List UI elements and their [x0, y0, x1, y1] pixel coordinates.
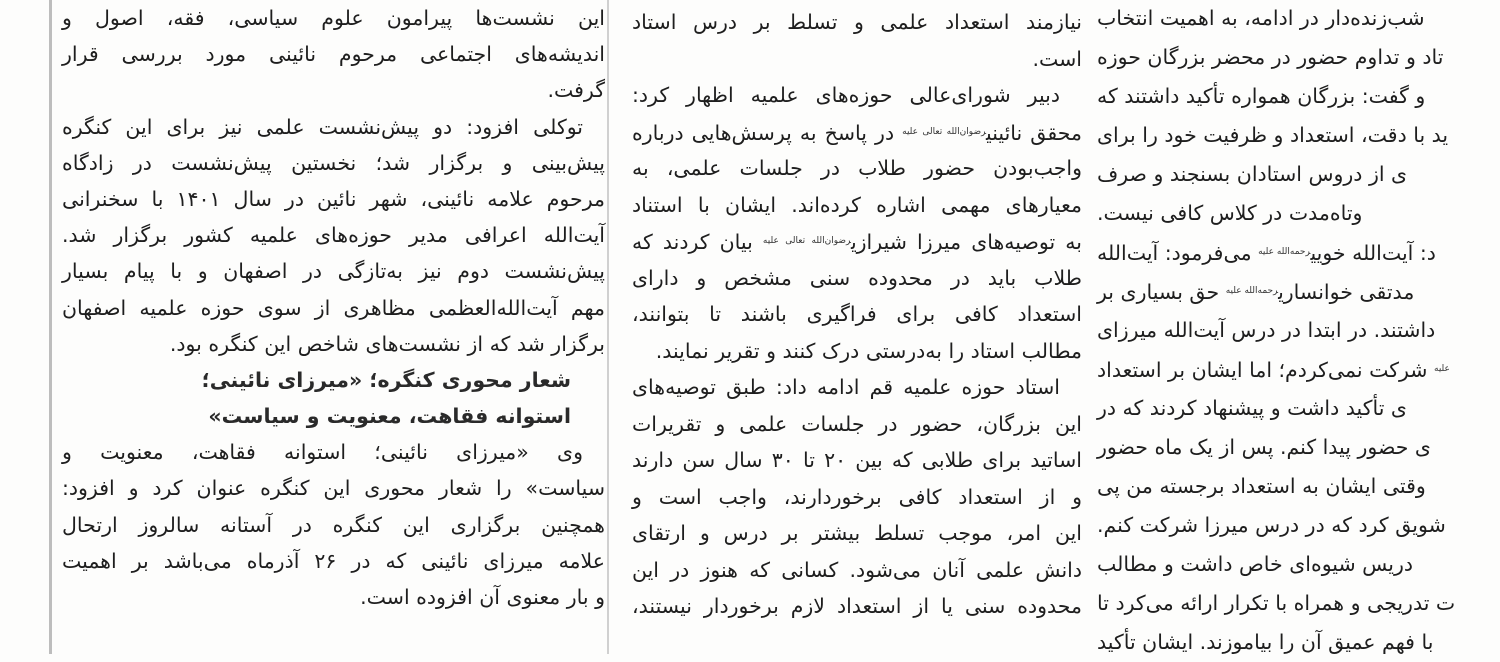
- paragraph-line: ی از دروس استادان بسنجند و صرف: [1097, 162, 1408, 186]
- paragraph-line: است.: [1032, 46, 1082, 71]
- paragraph-line: دانش علمی آنان می‌شود. کسانی که هنوز در این: [632, 557, 1082, 582]
- text-segment: د: آیت‌الله خویی: [1310, 241, 1436, 265]
- text-segment: در پاسخ به پرسش‌هایی درباره: [632, 120, 903, 145]
- paragraph-line: پیش‌نشست دوم نیز به‌تازگی در اصفهان و با پیام بسیار: [62, 259, 605, 284]
- paragraph-line: علامه میرزای نائینی که در ۲۶ آذرماه می‌باشد بر اهمیت: [62, 548, 606, 573]
- paragraph-line: استاد حوزه علمیه قم ادامه داد: طبق توصیه‌های: [632, 375, 1060, 399]
- paragraph-line: محدوده سنی یا از استعداد لازم برخوردار نیستند،: [632, 594, 1082, 618]
- paragraph-line: ی حضور پیدا کنم. پس از یک ماه حضور: [1097, 435, 1431, 459]
- text-segment: محقق نائینی: [986, 120, 1082, 145]
- paragraph-line: و بار معنوی آن افزوده است.: [360, 585, 605, 609]
- paragraph-line: وی «میرزای نائینی؛ استوانه فقاهت، معنویت و: [62, 440, 583, 465]
- paragraph-line: وقتی ایشان به استعداد برجسته من پی: [1097, 474, 1426, 498]
- text-segment: شرکت نمی‌کردم؛ اما ایشان بر استعداد: [1097, 358, 1434, 382]
- paragraph-line: [1097, 272, 1500, 311]
- honorific-mark: رضوان‌الله تعالی علیه: [762, 236, 851, 246]
- paragraph-line: پیش‌بینی و برگزار شد؛ نخستین پیش‌نشست در زادگاه: [62, 150, 605, 175]
- paragraph-line: این نشست‌ها پیرامون علوم سیاسی، فقه، اصول و: [62, 6, 605, 30]
- paragraph-line: اساتید برای طلابی که بین ۲۰ تا ۳۰ سال سن دارند: [632, 448, 1082, 472]
- paragraph-line: مطالب استاد را به‌درستی درک کنند و تقریر نمایند.: [655, 338, 1082, 363]
- paragraph-line: [1097, 350, 1500, 389]
- paragraph-line: و گفت: بزرگان همواره تأکید داشتند که: [1097, 84, 1426, 108]
- paragraph-line: استعداد کافی برای فراگیری باشند تا بتوانند،: [632, 302, 1082, 326]
- paragraph-line: واجب‌بودن حضور طلاب در جلسات علمی، به: [632, 156, 1082, 180]
- paragraph-line: طلاب باید در محدوده سنی مشخص و دارای: [632, 265, 1082, 290]
- paragraph-line: وتاه‌مدت در کلاس کافی نیست.: [1097, 201, 1363, 225]
- paragraph-line: اندیشه‌های اجتماعی مرحوم نائینی مورد بررسی قرار: [62, 42, 605, 67]
- honorific-mark: رحمه‌الله علیه: [1258, 247, 1311, 257]
- paragraph-line: دبیر شورای‌عالی حوزه‌های علمیه اظهار کرد:: [632, 83, 1060, 107]
- article-column-left: [62, 0, 605, 615]
- paragraph-line: ی تأکید داشت و پیشنهاد کردند که در: [1097, 396, 1407, 420]
- text-segment: حق بسیاری بر: [1097, 280, 1226, 304]
- paragraph-line: مرحوم علامه نائینی، شهر نائین در سال ۱۴۰۱ با سخنرانی: [62, 186, 605, 211]
- paragraph-line: گرفت.: [547, 78, 605, 103]
- column-divider: [607, 0, 609, 654]
- paragraph-line: [1097, 233, 1500, 272]
- article-column-middle: [632, 4, 1082, 625]
- paragraph-line: توکلی افزود: دو پیش‌نشست علمی نیز برای این کنگره: [62, 114, 583, 139]
- section-heading-line: شعار محوری کنگره؛ «میرزای نائینی؛: [201, 367, 571, 392]
- paragraph-line: ت تدریجی و همراه با تکرار ارائه می‌کرد تا: [1097, 591, 1456, 615]
- paragraph-line: با فهم عمیق آن را بیاموزند. ایشان تأکید: [1097, 630, 1434, 654]
- paragraph-line: داشتند. در ابتدا در درس آیت‌الله میرزای: [1097, 318, 1436, 342]
- text-segment: مدتقی خوانساری: [1278, 280, 1415, 304]
- section-heading-line: استوانه فقاهت، معنویت و سیاست»: [208, 404, 571, 429]
- paragraph-line: تاد و تداوم حضور در محضر بزرگان حوزه: [1097, 45, 1444, 69]
- paragraph-line: سیاست» را شعار محوری این کنگره عنوان کرد و افزود:: [62, 476, 605, 501]
- page-margin-rule: [49, 0, 52, 654]
- article-column-right: [1097, 0, 1500, 662]
- paragraph-line: آیت‌الله اعرافی مدیر حوزه‌های علمیه کشور برگزار شد.: [62, 223, 605, 248]
- paragraph-line: و از استعداد کافی برخوردارند، واجب است و: [632, 484, 1082, 509]
- text-segment: می‌فرمود: آیت‌الله: [1097, 241, 1259, 265]
- paragraph-line: ید با دقت، استعداد و ظرفیت خود را برای: [1097, 123, 1449, 147]
- paragraph-line: این امر، موجب تسلط بیشتر بر درس و ارتقای: [632, 521, 1082, 545]
- honorific-mark: علیه: [1434, 364, 1450, 374]
- paragraph-line: نیازمند استعداد علمی و تسلط بر درس استاد: [632, 10, 1082, 34]
- paragraph-line: شویق کرد که در درس میرزا شرکت کنم.: [1097, 513, 1446, 537]
- paragraph-line: برگزار شد که از نشست‌های شاخص این کنگره بود.: [169, 331, 605, 356]
- paragraph-line: [632, 114, 1082, 151]
- honorific-mark: رحمه‌الله علیه: [1225, 286, 1279, 296]
- paragraph-line: همچنین برگزاری این کنگره در آستانه سالروز ارتحال: [62, 512, 605, 537]
- paragraph-line: [632, 223, 1082, 260]
- paragraph-line: این بزرگان، حضور در جلسات علمی و تقریرات: [632, 411, 1082, 436]
- paragraph-line: مهم آیت‌الله‌العظمی مظاهری از سوی حوزه علمیه اصفهان: [62, 295, 605, 320]
- paragraph-line: معیارهای مهمی اشاره کرده‌اند. ایشان با استناد: [632, 192, 1082, 217]
- honorific-mark: رضوان‌الله تعالی علیه: [902, 126, 987, 137]
- text-segment: بیان کردند که: [632, 230, 763, 254]
- paragraph-line: دریس شیوه‌ای خاص داشت و مطالب: [1097, 552, 1414, 576]
- text-segment: به توصیه‌های میرزا شیرازی: [850, 230, 1082, 254]
- paragraph-line: شب‌زنده‌دار در ادامه، به اهمیت انتخاب: [1097, 6, 1425, 30]
